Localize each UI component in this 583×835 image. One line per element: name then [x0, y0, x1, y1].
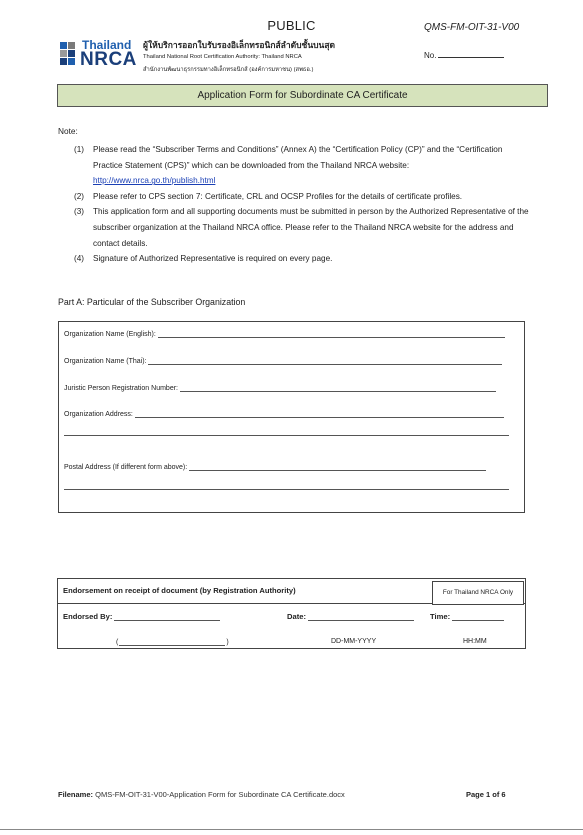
note-number: (4) [74, 254, 85, 264]
endorsed-by-row [63, 612, 220, 621]
note-text: Please read the “Subscriber Terms and Conditions” (Annex A) the “Certification Policy (CP)” and the “Certification Practice Statement (CPS)” which can be downloaded from the Thailand NRCA website: [93, 145, 503, 170]
endorsed-by-field[interactable] [114, 612, 220, 621]
part-a-box [58, 321, 525, 513]
org-name-th-field[interactable] [148, 356, 502, 365]
page-bottom-edge [0, 829, 583, 830]
org-english-name: Thailand National Root Certification Authority: Thailand NRCA [143, 54, 302, 60]
note-item-3 [74, 204, 532, 251]
endorsement-heading: Endorsement on receipt of document (by Registration Authority) [63, 586, 296, 595]
footer-filename [58, 790, 345, 799]
nrca-only-label: For Thailand NRCA Only [432, 581, 524, 605]
juristic-row [64, 383, 496, 392]
org-thai-title: ผู้ให้บริการออกใบรับรองอิเล็กทรอนิกส์ลำดับชั้นบนสุด [143, 40, 336, 50]
logo-square-6 [68, 58, 75, 65]
document-code: QMS-FM-OIT-31-V00 [424, 22, 520, 33]
note-item-2 [74, 189, 532, 205]
signature-name-field[interactable] [119, 637, 225, 646]
logo-square-2 [68, 42, 75, 49]
time-format-hint: HH:MM [463, 638, 487, 645]
postal-label: Postal Address (If different form above): [64, 464, 188, 471]
note-number: (1) [74, 145, 85, 154]
org-thai-agency: สำนักงานพัฒนาธุรกรรมทางอิเล็กทรอนิกส์ (องค์การมหาชน) (สพธอ.) [143, 67, 314, 73]
logo-square-5 [60, 58, 67, 65]
date-label: Date: [287, 612, 306, 621]
note-text: Signature of Authorized Representative is required on every page. [93, 254, 333, 264]
endorsement-box [57, 578, 526, 649]
date-field[interactable] [308, 612, 414, 621]
note-item-4 [74, 251, 532, 267]
part-a-heading: Part A: Particular of the Subscriber Organization [58, 297, 246, 307]
logo-text-thailand: Thailand [82, 38, 132, 52]
form-title: Application Form for Subordinate CA Certificate [57, 84, 548, 107]
address-row [64, 409, 504, 418]
postal-address-field[interactable] [189, 462, 486, 471]
org-name-en-row [64, 329, 505, 338]
logo-text-nrca: NRCA [80, 49, 137, 70]
note-text: Please refer to CPS section 7: Certificate, CRL and OCSP Profiles for the details of certificate profiles. [93, 191, 463, 201]
postal-row [64, 462, 486, 471]
signature-name-row [116, 637, 229, 646]
classification-label: PUBLIC [267, 18, 316, 33]
note-number: (2) [74, 191, 85, 201]
note-text: This application form and all supporting documents must be submitted in person by the Authorized Representative of the subscriber organization at the Thailand NRCA office. Please refer to the Thailand NRCA website for the address and contact details. [93, 207, 529, 248]
postal-field-line-2[interactable] [64, 489, 509, 490]
time-field[interactable] [452, 612, 504, 621]
number-line [438, 49, 504, 58]
org-name-en-label: Organization Name (English): [64, 331, 156, 338]
thailand-nrca-logo [58, 38, 138, 70]
address-field[interactable] [135, 409, 504, 418]
organization-header [143, 38, 393, 74]
number-field [424, 49, 504, 60]
juristic-number-field[interactable] [180, 383, 496, 392]
notes-list [74, 142, 532, 267]
paren-close: ) [226, 639, 229, 646]
number-label: No. [424, 51, 437, 60]
address-field-line-2[interactable] [64, 435, 509, 436]
page-number: Page 1 of 6 [466, 790, 506, 799]
filename-label: Filename: [58, 790, 94, 799]
note-item-1 [74, 142, 532, 189]
logo-square-4 [68, 50, 75, 57]
juristic-label: Juristic Person Registration Number: [64, 385, 178, 392]
nrca-publish-link[interactable]: http://www.nrca.go.th/publish.html [93, 176, 216, 186]
time-label: Time: [430, 612, 451, 621]
logo-square-1 [60, 42, 67, 49]
address-label: Organization Address: [64, 411, 133, 418]
org-name-th-row [64, 356, 502, 365]
paren-open: ( [116, 639, 119, 646]
endorsed-by-label: Endorsed By: [63, 612, 113, 621]
date-format-hint: DD-MM-YYYY [331, 638, 377, 645]
note-number: (3) [74, 207, 85, 217]
date-row [287, 612, 414, 621]
time-row [430, 612, 504, 621]
filename-value: QMS-FM-OIT-31-V00-Application Form for Subordinate CA Certificate.docx [95, 790, 345, 799]
org-name-en-field[interactable] [158, 329, 505, 338]
logo-square-3 [60, 50, 67, 57]
note-heading: Note: [58, 126, 78, 136]
org-name-th-label: Organization Name (Thai): [64, 358, 147, 365]
